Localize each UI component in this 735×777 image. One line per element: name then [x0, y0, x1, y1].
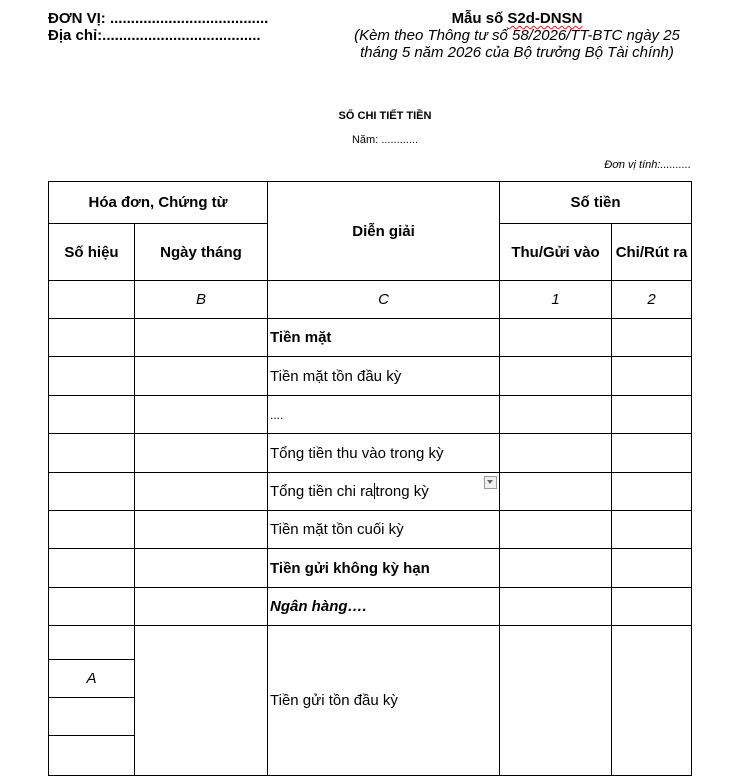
document-year: Năm: ............	[351, 134, 418, 146]
code-cell-1[interactable]: 1	[500, 281, 612, 319]
table-row	[49, 434, 692, 473]
table-row	[49, 473, 692, 511]
row-description[interactable]: ....	[268, 396, 500, 434]
row-text-after-cursor: trong kỳ	[375, 483, 429, 500]
header-out: Chi/Rút ra	[612, 224, 692, 281]
circular-note-line1: (Kèm theo Thông tư số 58/2026/TT-BTC ngày 25	[354, 27, 680, 44]
header-amount-group: Số tiền	[500, 182, 692, 224]
dropdown-arrow-icon[interactable]	[484, 476, 497, 489]
header-description: Diễn giải	[268, 182, 500, 281]
header-invoice-group: Hóa đơn, Chứng từ	[49, 182, 268, 224]
code-cell-c[interactable]: C	[268, 281, 500, 319]
row-description[interactable]: Tiền mặt tồn cuối kỳ	[268, 511, 500, 549]
form-number	[336, 10, 698, 27]
address-label: Địa chỉ:......................................	[48, 27, 261, 44]
table-row	[49, 357, 692, 396]
header-number: Số hiệu	[49, 224, 135, 281]
code-cell-a[interactable]	[49, 281, 135, 319]
row-description[interactable]: Tiền gửi tồn đầu kỳ	[268, 626, 500, 776]
row-description-editing[interactable]	[268, 473, 500, 511]
row-description[interactable]: Tiền mặt	[268, 319, 500, 357]
row-text-before-cursor: Tổng tiền chi ra	[270, 483, 374, 500]
document-unit: Đơn vị tính:..........	[604, 159, 691, 171]
table-row	[49, 588, 692, 626]
table-row	[49, 626, 692, 660]
unit-header	[48, 10, 268, 44]
form-code: S2d-DNSN	[507, 10, 583, 27]
code-cell-2[interactable]: 2	[612, 281, 692, 319]
header-in: Thu/Gửi vào	[500, 224, 612, 281]
table-row	[49, 396, 692, 434]
document-title: SỔ CHI TIẾT TIỀN	[338, 110, 432, 122]
code-label-a[interactable]: A	[49, 660, 135, 698]
row-description[interactable]: Ngân hàng….	[268, 588, 500, 626]
circular-note-line2: tháng 5 năm 2026 của Bộ trưởng Bộ Tài chính)	[360, 44, 674, 61]
header-date: Ngày tháng	[135, 224, 268, 281]
row-description[interactable]: Tiền gửi không kỳ hạn	[268, 549, 500, 588]
table-row	[49, 319, 692, 357]
code-cell-b[interactable]: B	[135, 281, 268, 319]
unit-label: ĐƠN VỊ: ......................................	[48, 10, 269, 27]
form-prefix: Mẫu số	[451, 10, 508, 27]
row-description[interactable]: Tổng tiền thu vào trong kỳ	[268, 434, 500, 473]
table-row	[49, 511, 692, 549]
table-row	[49, 549, 692, 588]
row-description[interactable]: Tiền mặt tồn đầu kỳ	[268, 357, 500, 396]
ledger-table	[48, 181, 692, 776]
form-header	[336, 10, 698, 61]
